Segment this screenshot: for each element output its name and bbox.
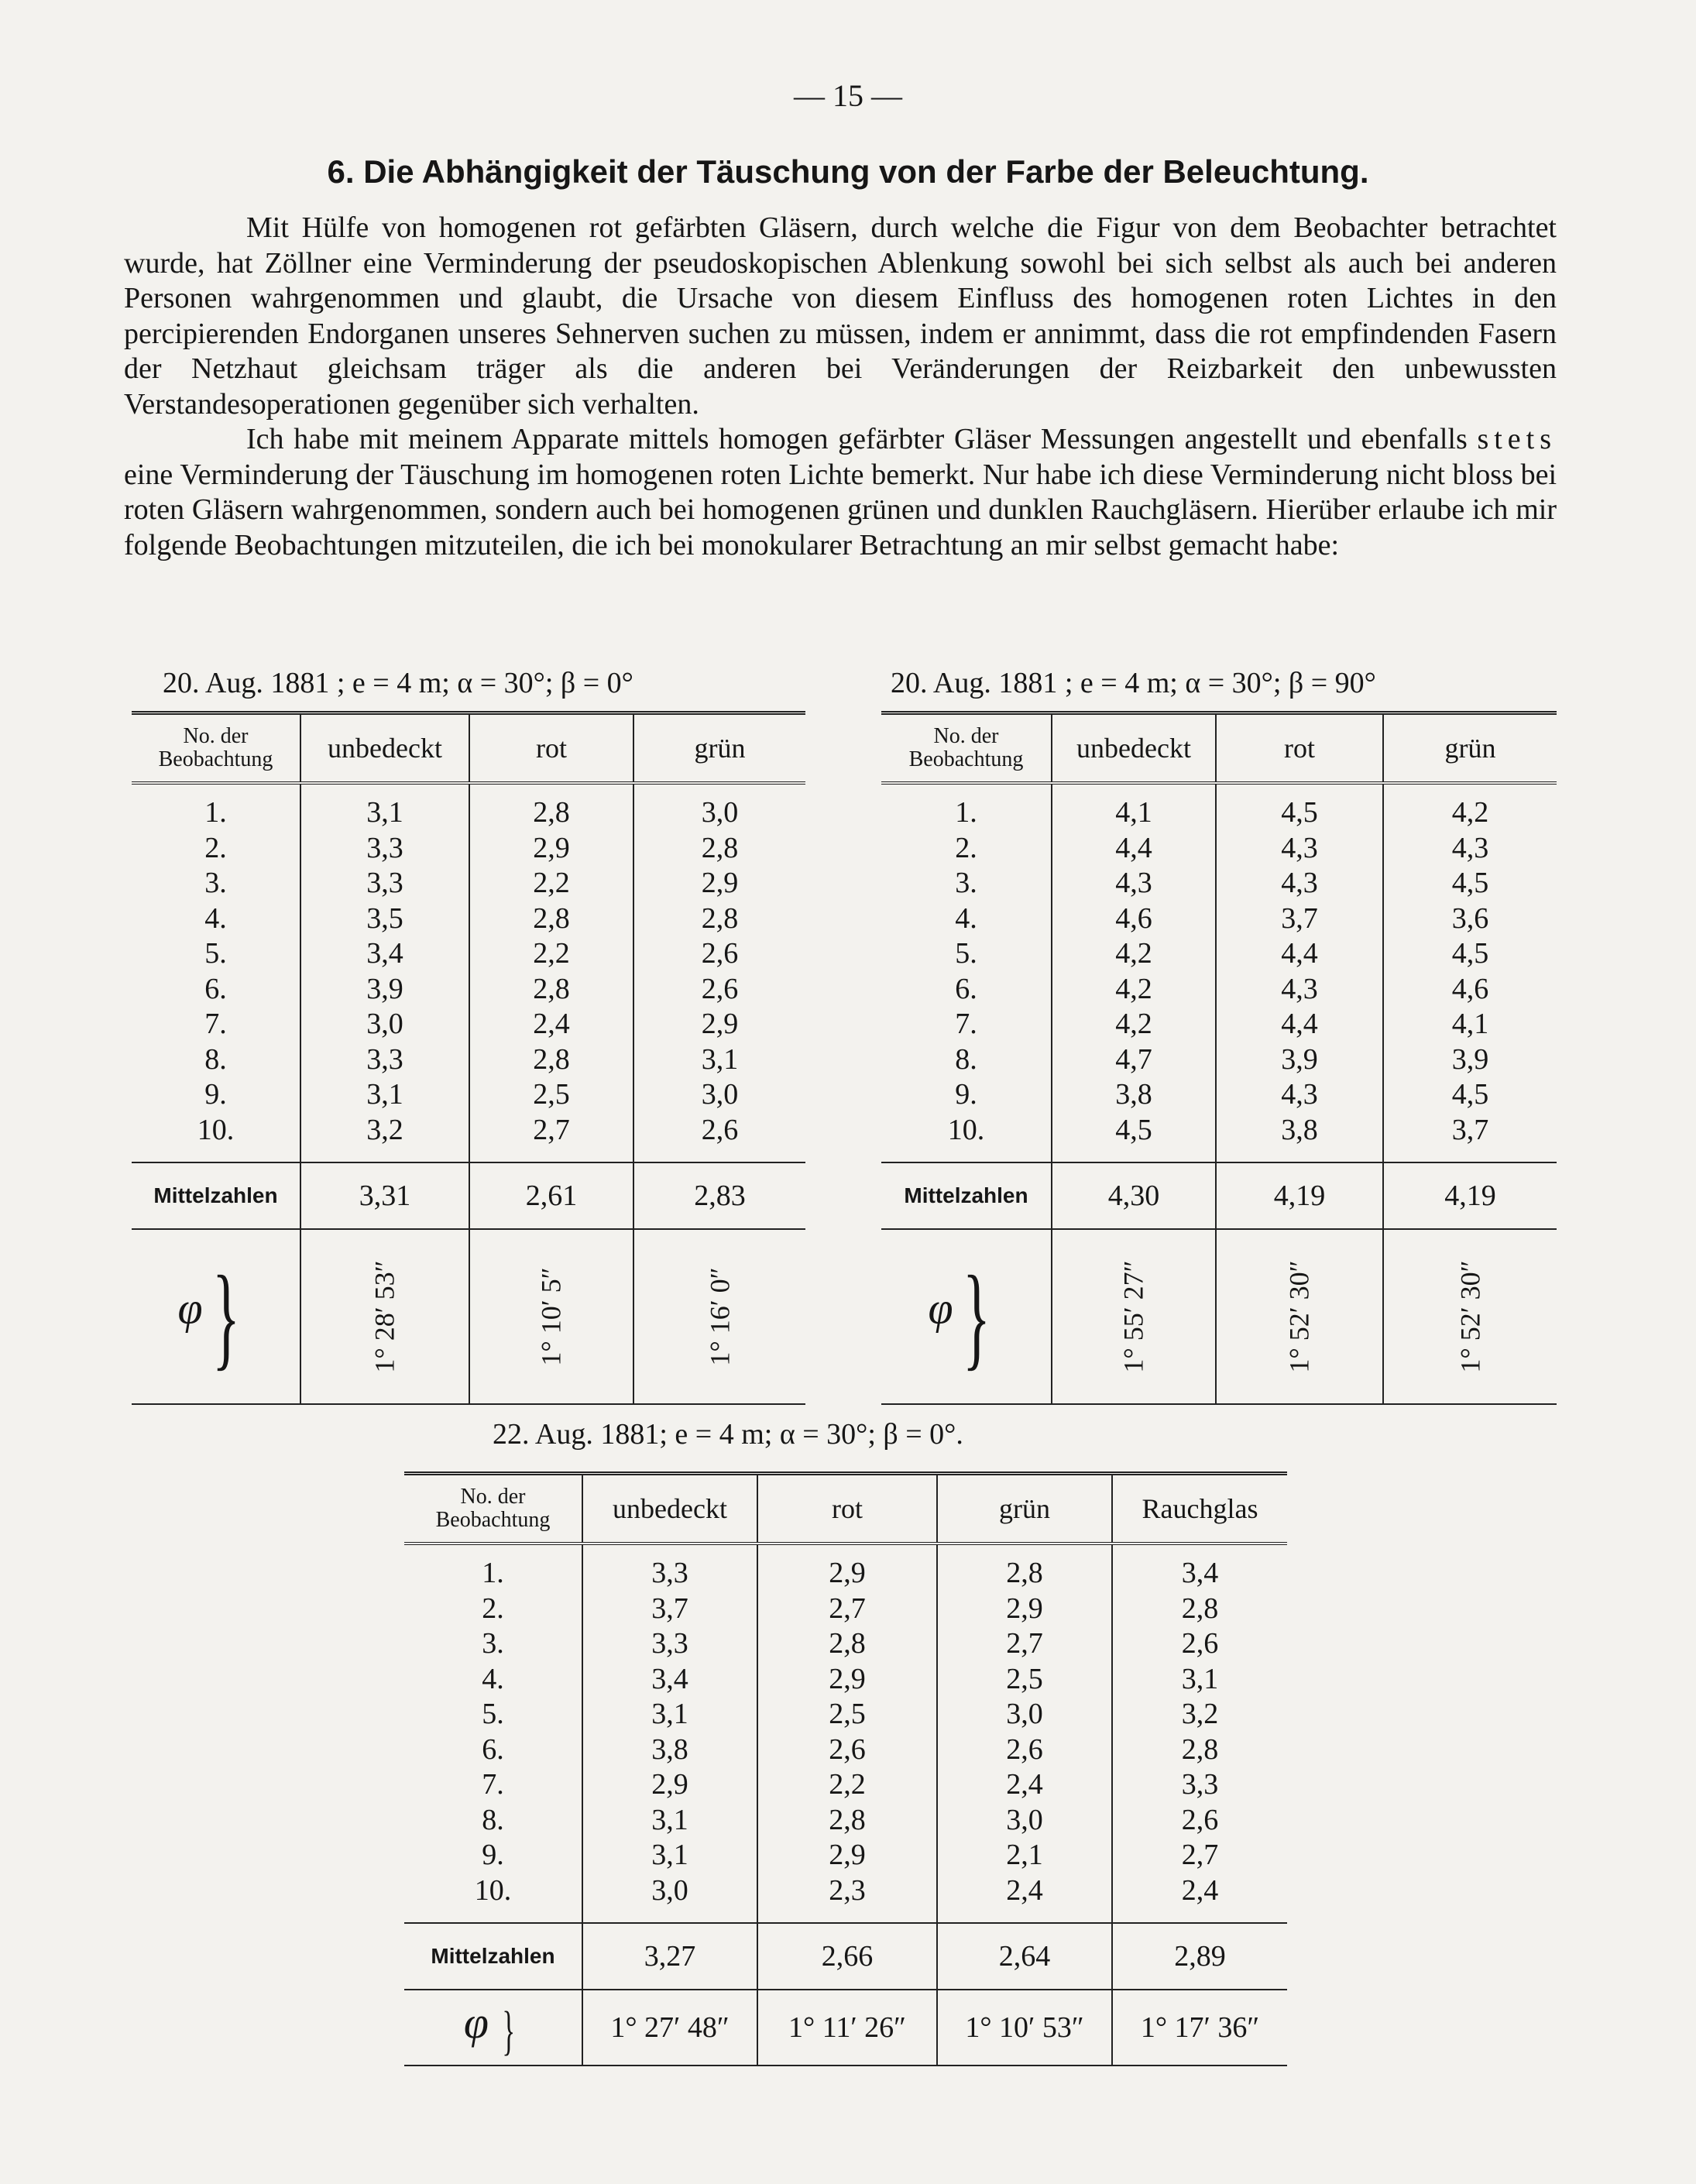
table-cell: 2,2 bbox=[469, 866, 633, 901]
mean-value: 3,27 bbox=[582, 1923, 757, 1990]
table-cell: 4,6 bbox=[1383, 972, 1557, 1008]
table-cell: 2,7 bbox=[937, 1626, 1112, 1662]
header-cell: rot bbox=[757, 1474, 937, 1544]
phi-row bbox=[132, 1229, 805, 1404]
table-cell: 3,0 bbox=[582, 1873, 757, 1924]
phi-value-cell bbox=[633, 1229, 805, 1404]
mean-row bbox=[132, 1162, 805, 1229]
phi-value-cell bbox=[1216, 1229, 1383, 1404]
table-cell: 2,6 bbox=[633, 1113, 805, 1163]
mean-value: 2,66 bbox=[757, 1923, 937, 1990]
table-cell: 2,2 bbox=[469, 936, 633, 972]
table-cell: 10. bbox=[947, 1113, 985, 1146]
table-cell: 2,6 bbox=[633, 936, 805, 972]
table-cell: 2,8 bbox=[633, 831, 805, 867]
table-cell: 3,2 bbox=[300, 1113, 469, 1163]
header-cell: unbedeckt bbox=[1052, 713, 1216, 784]
table-row bbox=[132, 1077, 805, 1113]
table-row bbox=[404, 1592, 1287, 1627]
table-cell: 1. bbox=[482, 1557, 504, 1589]
phi-value-cell: 1° 17′ 36″ bbox=[1112, 1990, 1287, 2066]
table-cell: 3,1 bbox=[633, 1042, 805, 1078]
table-cell: 7. bbox=[955, 1008, 977, 1040]
table-cell: 4. bbox=[482, 1662, 504, 1695]
table-cell: 3,6 bbox=[1383, 901, 1557, 937]
mean-row bbox=[404, 1923, 1287, 1990]
phi-label-cell bbox=[881, 1229, 1052, 1404]
table-cell: 8. bbox=[204, 1042, 227, 1076]
table-cell: 4,2 bbox=[1052, 1007, 1216, 1042]
table-cell: 3,8 bbox=[1052, 1077, 1216, 1113]
table-cell: 1. bbox=[204, 796, 227, 829]
table-cell: 3,7 bbox=[1383, 1113, 1557, 1163]
table-cell: 2,9 bbox=[582, 1767, 757, 1803]
table-cell: 4,3 bbox=[1216, 866, 1383, 901]
table-3 bbox=[404, 1471, 1287, 2066]
table-row bbox=[881, 1113, 1557, 1163]
table-cell: 3,0 bbox=[937, 1697, 1112, 1732]
header-cell: No. der Beobachtung bbox=[881, 713, 1052, 784]
table-row bbox=[881, 866, 1557, 901]
table-cell: 3,9 bbox=[300, 972, 469, 1008]
table-cell: 4. bbox=[955, 901, 977, 935]
phi-value-cell bbox=[300, 1229, 469, 1404]
table-row bbox=[404, 1662, 1287, 1698]
table-row bbox=[132, 972, 805, 1008]
table-cell: 3,8 bbox=[582, 1732, 757, 1768]
phi-symbol: φ bbox=[463, 1997, 489, 2048]
table-cell: 4,6 bbox=[1052, 901, 1216, 937]
brace: } bbox=[502, 2000, 516, 2061]
phi-label-cell bbox=[404, 1990, 582, 2066]
table-cell: 3,9 bbox=[1383, 1042, 1557, 1078]
table-cell: 3,1 bbox=[1112, 1662, 1287, 1698]
header-cell: unbedeckt bbox=[582, 1474, 757, 1544]
table-cell: 3,0 bbox=[633, 783, 805, 831]
table-row bbox=[881, 901, 1557, 937]
mean-value: 2,83 bbox=[633, 1162, 805, 1229]
table-cell: 3. bbox=[482, 1627, 504, 1660]
table-row bbox=[881, 972, 1557, 1008]
table-cell: 2,9 bbox=[937, 1592, 1112, 1627]
table-cell: 4,3 bbox=[1052, 866, 1216, 901]
mean-value: 2,61 bbox=[469, 1162, 633, 1229]
table-cell: 2,9 bbox=[469, 831, 633, 867]
table-cell: 4,4 bbox=[1216, 1007, 1383, 1042]
phi-value-cell: 1° 27′ 48″ bbox=[582, 1990, 757, 2066]
header-cell: rot bbox=[1216, 713, 1383, 784]
table-row bbox=[881, 831, 1557, 867]
header-cell: rot bbox=[469, 713, 633, 784]
table-cell: 4,1 bbox=[1052, 783, 1216, 831]
header-cell: grün bbox=[633, 713, 805, 784]
table-cell: 3,0 bbox=[300, 1007, 469, 1042]
table-cell: 5. bbox=[482, 1698, 504, 1730]
table-row bbox=[881, 1007, 1557, 1042]
table-cell: 3,4 bbox=[582, 1662, 757, 1698]
table-cell: 4,3 bbox=[1383, 831, 1557, 867]
table-cell: 4. bbox=[204, 901, 227, 935]
phi-symbol: φ bbox=[177, 1283, 203, 1334]
table-2-caption: 20. Aug. 1881 ; e = 4 m; α = 30°; β = 90° bbox=[891, 667, 1376, 699]
table-cell: 3,7 bbox=[1216, 901, 1383, 937]
header-cell: grün bbox=[1383, 713, 1557, 784]
header-cell: No. der Beobachtung bbox=[404, 1474, 582, 1544]
brace: } bbox=[962, 1252, 990, 1381]
phi-value-cell: 1° 11′ 26″ bbox=[757, 1990, 937, 2066]
mean-label: Mittelzahlen bbox=[132, 1162, 300, 1229]
phi-row bbox=[404, 1990, 1287, 2066]
table-cell: 10. bbox=[474, 1873, 512, 1907]
table-cell: 5. bbox=[204, 937, 227, 970]
header-cell: grün bbox=[937, 1474, 1112, 1544]
table-cell: 2,8 bbox=[469, 783, 633, 831]
phi-value: 1° 52′ 30″ bbox=[1454, 1260, 1486, 1373]
table-row bbox=[404, 1873, 1287, 1924]
table-cell: 2. bbox=[204, 831, 227, 864]
table-cell: 2,5 bbox=[757, 1697, 937, 1732]
table-cell: 4,3 bbox=[1216, 972, 1383, 1008]
table-cell: 2,5 bbox=[469, 1077, 633, 1113]
table-cell: 4,5 bbox=[1383, 1077, 1557, 1113]
mean-label: Mittelzahlen bbox=[404, 1923, 582, 1990]
table-cell: 2,8 bbox=[1112, 1732, 1287, 1768]
mean-value: 2,89 bbox=[1112, 1923, 1287, 1990]
mean-value: 4,19 bbox=[1216, 1162, 1383, 1229]
table-cell: 3,3 bbox=[1112, 1767, 1287, 1803]
body-text bbox=[124, 211, 1557, 563]
table-row bbox=[404, 1544, 1287, 1592]
table-cell: 9. bbox=[204, 1078, 227, 1111]
table-cell: 3,1 bbox=[582, 1697, 757, 1732]
phi-value-cell bbox=[469, 1229, 633, 1404]
table-cell: 2,7 bbox=[757, 1592, 937, 1627]
table-row bbox=[132, 936, 805, 972]
phi-row bbox=[881, 1229, 1557, 1404]
table-cell: 1. bbox=[955, 796, 977, 829]
mean-value: 4,30 bbox=[1052, 1162, 1216, 1229]
table-cell: 2,9 bbox=[757, 1838, 937, 1873]
table-cell: 2,4 bbox=[469, 1007, 633, 1042]
table-1-caption: 20. Aug. 1881 ; e = 4 m; α = 30°; β = 0° bbox=[163, 667, 633, 699]
table-cell: 2,6 bbox=[937, 1732, 1112, 1768]
paragraph-2-part-b: eine Verminderung der Täuschung im homogenen roten Lichte bemerkt. Nur habe ich diese Verminderung nicht bloss bei roten Gläsern wahrgenommen, sondern auch bei homogenen grünen und dunklen Rauchgläsern. Hierüber erlaube ich mir folgende Beobachtungen mitzuteilen, die ich bei monokularer Betrachtung an mir selbst gemacht habe: bbox=[124, 458, 1557, 561]
table-cell: 3,1 bbox=[582, 1838, 757, 1873]
table-row bbox=[881, 1042, 1557, 1078]
table-cell: 2,7 bbox=[469, 1113, 633, 1163]
table-cell: 3,3 bbox=[582, 1544, 757, 1592]
table-cell: 3,8 bbox=[1216, 1113, 1383, 1163]
table-cell: 4,3 bbox=[1216, 1077, 1383, 1113]
table-cell: 2,8 bbox=[757, 1803, 937, 1839]
table-row bbox=[881, 1077, 1557, 1113]
table-cell: 9. bbox=[955, 1078, 977, 1111]
table-cell: 3,3 bbox=[582, 1626, 757, 1662]
table-cell: 5. bbox=[955, 937, 977, 970]
table-cell: 2,4 bbox=[937, 1767, 1112, 1803]
table-cell: 2,8 bbox=[633, 901, 805, 937]
phi-symbol: φ bbox=[928, 1283, 953, 1334]
table-cell: 9. bbox=[482, 1839, 504, 1871]
table-row bbox=[132, 1113, 805, 1163]
table-cell: 3,2 bbox=[1112, 1697, 1287, 1732]
table-cell: 2,8 bbox=[757, 1626, 937, 1662]
table-cell: 3,1 bbox=[300, 783, 469, 831]
mean-row bbox=[881, 1162, 1557, 1229]
table-cell: 7. bbox=[482, 1768, 504, 1801]
phi-label-cell bbox=[132, 1229, 300, 1404]
table-row bbox=[881, 783, 1557, 831]
table-cell: 2,8 bbox=[469, 901, 633, 937]
table-cell: 4,5 bbox=[1052, 1113, 1216, 1163]
table-cell: 4,3 bbox=[1216, 831, 1383, 867]
brace: } bbox=[211, 1252, 240, 1381]
table-cell: 3,5 bbox=[300, 901, 469, 937]
table-3-caption: 22. Aug. 1881; e = 4 m; α = 30°; β = 0°. bbox=[493, 1418, 963, 1451]
mean-value: 4,19 bbox=[1383, 1162, 1557, 1229]
table-cell: 8. bbox=[482, 1803, 504, 1836]
mean-value: 2,64 bbox=[937, 1923, 1112, 1990]
table-cell: 4,2 bbox=[1383, 783, 1557, 831]
table-cell: 2,7 bbox=[1112, 1838, 1287, 1873]
table-cell: 3. bbox=[955, 867, 977, 899]
table-cell: 2. bbox=[482, 1592, 504, 1625]
table-cell: 3,1 bbox=[300, 1077, 469, 1113]
table-cell: 2,3 bbox=[757, 1873, 937, 1924]
table-cell: 2. bbox=[955, 831, 977, 864]
paragraph-2-part-a: Ich habe mit meinem Apparate mittels homogen gefärbter Gläser Messungen angestellt und ebenfalls bbox=[246, 423, 1468, 455]
table-cell: 2,9 bbox=[757, 1544, 937, 1592]
table-cell: 4,1 bbox=[1383, 1007, 1557, 1042]
table-row bbox=[132, 783, 805, 831]
table-cell: 4,2 bbox=[1052, 936, 1216, 972]
table-cell: 10. bbox=[197, 1113, 235, 1146]
table-cell: 8. bbox=[955, 1042, 977, 1076]
table-cell: 3,4 bbox=[1112, 1544, 1287, 1592]
table-cell: 2,8 bbox=[1112, 1592, 1287, 1627]
table-cell: 4,5 bbox=[1383, 936, 1557, 972]
table-cell: 2,5 bbox=[937, 1662, 1112, 1698]
phi-value-cell: 1° 10′ 53″ bbox=[937, 1990, 1112, 2066]
table-cell: 4,7 bbox=[1052, 1042, 1216, 1078]
table-row bbox=[132, 831, 805, 867]
table-row bbox=[404, 1732, 1287, 1768]
table-row bbox=[404, 1697, 1287, 1732]
table-row bbox=[132, 1007, 805, 1042]
table-2 bbox=[881, 711, 1557, 1405]
table-cell: 2,4 bbox=[937, 1873, 1112, 1924]
section-heading: 6. Die Abhängigkeit der Täuschung von der Farbe der Beleuchtung. bbox=[327, 153, 1369, 190]
paragraph-2 bbox=[124, 422, 1557, 563]
table-cell: 4,4 bbox=[1216, 936, 1383, 972]
phi-value: 1° 16′ 0″ bbox=[704, 1267, 736, 1366]
table-cell: 2,6 bbox=[1112, 1803, 1287, 1839]
table-cell: 2,9 bbox=[633, 866, 805, 901]
table-cell: 3,4 bbox=[300, 936, 469, 972]
header-cell: Rauchglas bbox=[1112, 1474, 1287, 1544]
table-cell: 2,6 bbox=[1112, 1626, 1287, 1662]
table-cell: 3,9 bbox=[1216, 1042, 1383, 1078]
table-cell: 3,0 bbox=[633, 1077, 805, 1113]
table-cell: 3,7 bbox=[582, 1592, 757, 1627]
table-cell: 6. bbox=[204, 972, 227, 1005]
table-cell: 3,3 bbox=[300, 866, 469, 901]
table-cell: 7. bbox=[204, 1008, 227, 1040]
table-cell: 2,4 bbox=[1112, 1873, 1287, 1924]
table-row bbox=[404, 1767, 1287, 1803]
table-cell: 2,8 bbox=[469, 972, 633, 1008]
table-cell: 6. bbox=[482, 1732, 504, 1766]
table-cell: 4,5 bbox=[1216, 783, 1383, 831]
table-cell: 3,1 bbox=[582, 1803, 757, 1839]
table-cell: 3,0 bbox=[937, 1803, 1112, 1839]
mean-label: Mittelzahlen bbox=[881, 1162, 1052, 1229]
table-cell: 2,8 bbox=[469, 1042, 633, 1078]
table-row bbox=[404, 1803, 1287, 1839]
table-cell: 4,5 bbox=[1383, 866, 1557, 901]
phi-value: 1° 52′ 30″ bbox=[1283, 1260, 1315, 1373]
table-3-header-row bbox=[404, 1474, 1287, 1544]
table-cell: 3. bbox=[204, 867, 227, 899]
table-row bbox=[881, 936, 1557, 972]
paragraph-1: Mit Hülfe von homogenen rot gefärbten Gläsern, durch welche die Figur von dem Beobachter betrachtet wurde, hat Zöllner eine Verminderung der pseudoskopischen Ablenkung sowohl bei sich selbst als auch bei anderen Personen wahrgenommen und glaubt, die Ursache von diesem Einfluss des homogenen roten Lichtes in den percipierenden Endorganen unseres Sehnerven suchen zu müssen, indem er annimmt, dass die rot empfindenden Fasern der Netzhaut gleichsam träger als die anderen bei Veränderungen der Reizbarkeit den unbewussten Verstandesoperationen gegenüber sich verhalten. bbox=[124, 211, 1557, 421]
table-cell: 2,6 bbox=[633, 972, 805, 1008]
page-number: — 15 — bbox=[794, 78, 902, 113]
table-cell: 2,9 bbox=[757, 1662, 937, 1698]
table-2-header-row bbox=[881, 713, 1557, 784]
table-cell: 4,2 bbox=[1052, 972, 1216, 1008]
mean-value: 3,31 bbox=[300, 1162, 469, 1229]
phi-value: 1° 55′ 27″ bbox=[1118, 1260, 1149, 1373]
table-cell: 4,4 bbox=[1052, 831, 1216, 867]
table-row bbox=[404, 1626, 1287, 1662]
table-cell: 2,8 bbox=[937, 1544, 1112, 1592]
table-row bbox=[132, 901, 805, 937]
paragraph-2-emphasis: stets bbox=[1477, 423, 1557, 455]
table-cell: 3,3 bbox=[300, 1042, 469, 1078]
table-cell: 2,1 bbox=[937, 1838, 1112, 1873]
table-row bbox=[132, 866, 805, 901]
table-cell: 6. bbox=[955, 972, 977, 1005]
header-cell: No. der Beobachtung bbox=[132, 713, 300, 784]
table-cell: 2,2 bbox=[757, 1767, 937, 1803]
table-1-header-row bbox=[132, 713, 805, 784]
phi-value: 1° 10′ 5″ bbox=[535, 1267, 567, 1366]
table-row bbox=[404, 1838, 1287, 1873]
phi-value: 1° 28′ 53″ bbox=[369, 1260, 400, 1373]
phi-value-cell bbox=[1383, 1229, 1557, 1404]
table-cell: 3,3 bbox=[300, 831, 469, 867]
phi-value-cell bbox=[1052, 1229, 1216, 1404]
table-cell: 2,6 bbox=[757, 1732, 937, 1768]
table-cell: 2,9 bbox=[633, 1007, 805, 1042]
header-cell: unbedeckt bbox=[300, 713, 469, 784]
table-1 bbox=[132, 711, 805, 1405]
table-row bbox=[132, 1042, 805, 1078]
